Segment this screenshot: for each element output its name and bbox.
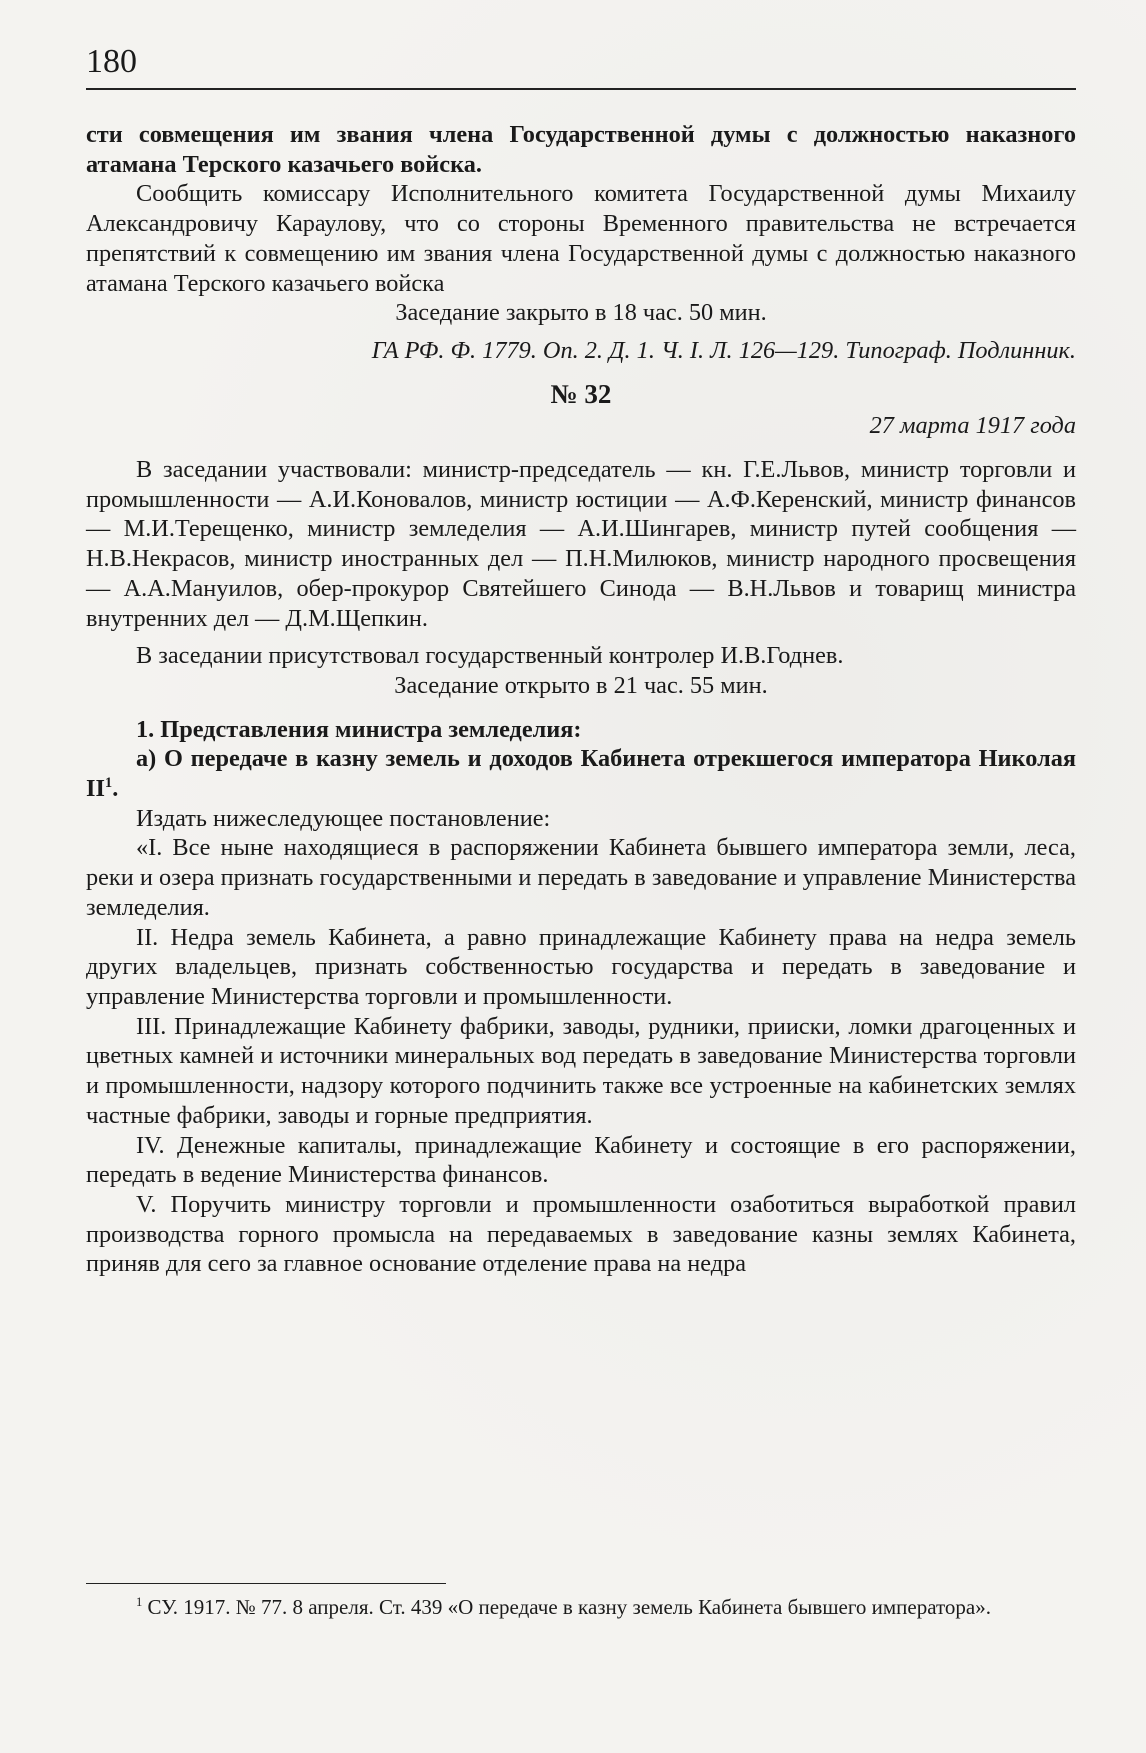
- resolution-item-3: III. Принадлежащие Кабинету фабрики, заводы, рудники, прииски, ломки драгоценных и цветных камней и источники минеральных вод передать в заведование Министерства торговли и промышленности, надзору которого подчинить также все устроенные на кабинетских землях частные фабрики, заводы и горные предприятия.: [86, 1012, 1076, 1129]
- resolution-item-1: «I. Все ныне находящиеся в распоряжении Кабинета бывшего императора земли, леса, реки и озера признать государственными и передать в заведование и управление Министерства земледелия.: [86, 834, 1076, 921]
- document-number: № 32: [550, 378, 612, 409]
- page-body: [86, 120, 1076, 1279]
- page-number: 180: [86, 43, 137, 80]
- footnote-mark: 1: [136, 1595, 143, 1609]
- footnote-marker: 1: [104, 774, 113, 791]
- meeting-closed: Заседание закрыто в 18 час. 50 мин.: [395, 299, 767, 327]
- intro-decision: Сообщить комиссару Исполнительного комитета Государственной думы Михаилу Александровичу Караулову, что со стороны Временного правительства не встречается препятствий к совмещению им звания члена Государственной думы с должностью наказного атамана Терского казачьего войска: [86, 180, 1076, 297]
- resolution-intro: Издать нижеследующее постановление:: [136, 804, 551, 832]
- section-1a-end: .: [112, 775, 119, 803]
- meeting-opened: Заседание открыто в 21 час. 55 мин.: [394, 671, 768, 699]
- section-1-heading: 1. Представления министра земледелия:: [136, 715, 582, 743]
- resolution-item-5: V. Поручить министру торговли и промышленности озаботиться выработкой правил производства горного промысла на передаваемых в заведование казны землях Кабинета, приняв для сего за главное основание отделение права на недра: [86, 1190, 1076, 1278]
- section-1a-heading: [86, 744, 1076, 803]
- document-date: 27 марта 1917 года: [869, 412, 1076, 440]
- participants: В заседании участвовали: министр-председатель — кн. Г.Е.Львов, министр торговли и промышленности — А.И.Коновалов, министр юстиции — А.Ф.Керенский, министр финансов — М.И.Терещенко, министр земледелия — А.И.Шингарев, министр путей сообщения — Н.В.Некрасов, министр иностранных дел — П.Н.Милюков, министр народного просвещения — А.А.Мануилов, обер-прокурор Святейшего Синода — В.Н.Львов и товарищ министра внутренних дел — Д.М.Щепкин.: [86, 456, 1076, 632]
- footnote-paragraph: [86, 1594, 1076, 1621]
- intro-bold-text: сти совмещения им звания члена Государственной думы с должностью наказного атамана Терского казачьего войска.: [86, 121, 1076, 178]
- page-header: [86, 40, 1076, 90]
- resolution-item-2: II. Недра земель Кабинета, а равно принадлежащие Кабинету права на недра земель других владельцев, признать собственностью государства и передать в заведование и управление Министерства торговли и промышленности.: [86, 923, 1076, 1010]
- archive-reference: ГА РФ. Ф. 1779. Оп. 2. Д. 1. Ч. I. Л. 126—129. Типограф. Подлинник.: [371, 336, 1076, 364]
- controller-present: В заседании присутствовал государственный контролер И.В.Годнев.: [136, 642, 844, 670]
- footnote-text: СУ. 1917. № 77. 8 апреля. Ст. 439 «О передаче в казну земель Кабинета бывшего императора».: [142, 1595, 991, 1619]
- footnote-divider: [86, 1583, 446, 1584]
- resolution-item-4: IV. Денежные капиталы, принадлежащие Кабинету и состоящие в его распоряжении, передать в ведение Министерства финансов.: [86, 1131, 1076, 1189]
- section-1a-text: а) О передаче в казну земель и доходов Кабинета отрекшегося императора Николая II: [86, 745, 1076, 803]
- footnote: [86, 1594, 1076, 1621]
